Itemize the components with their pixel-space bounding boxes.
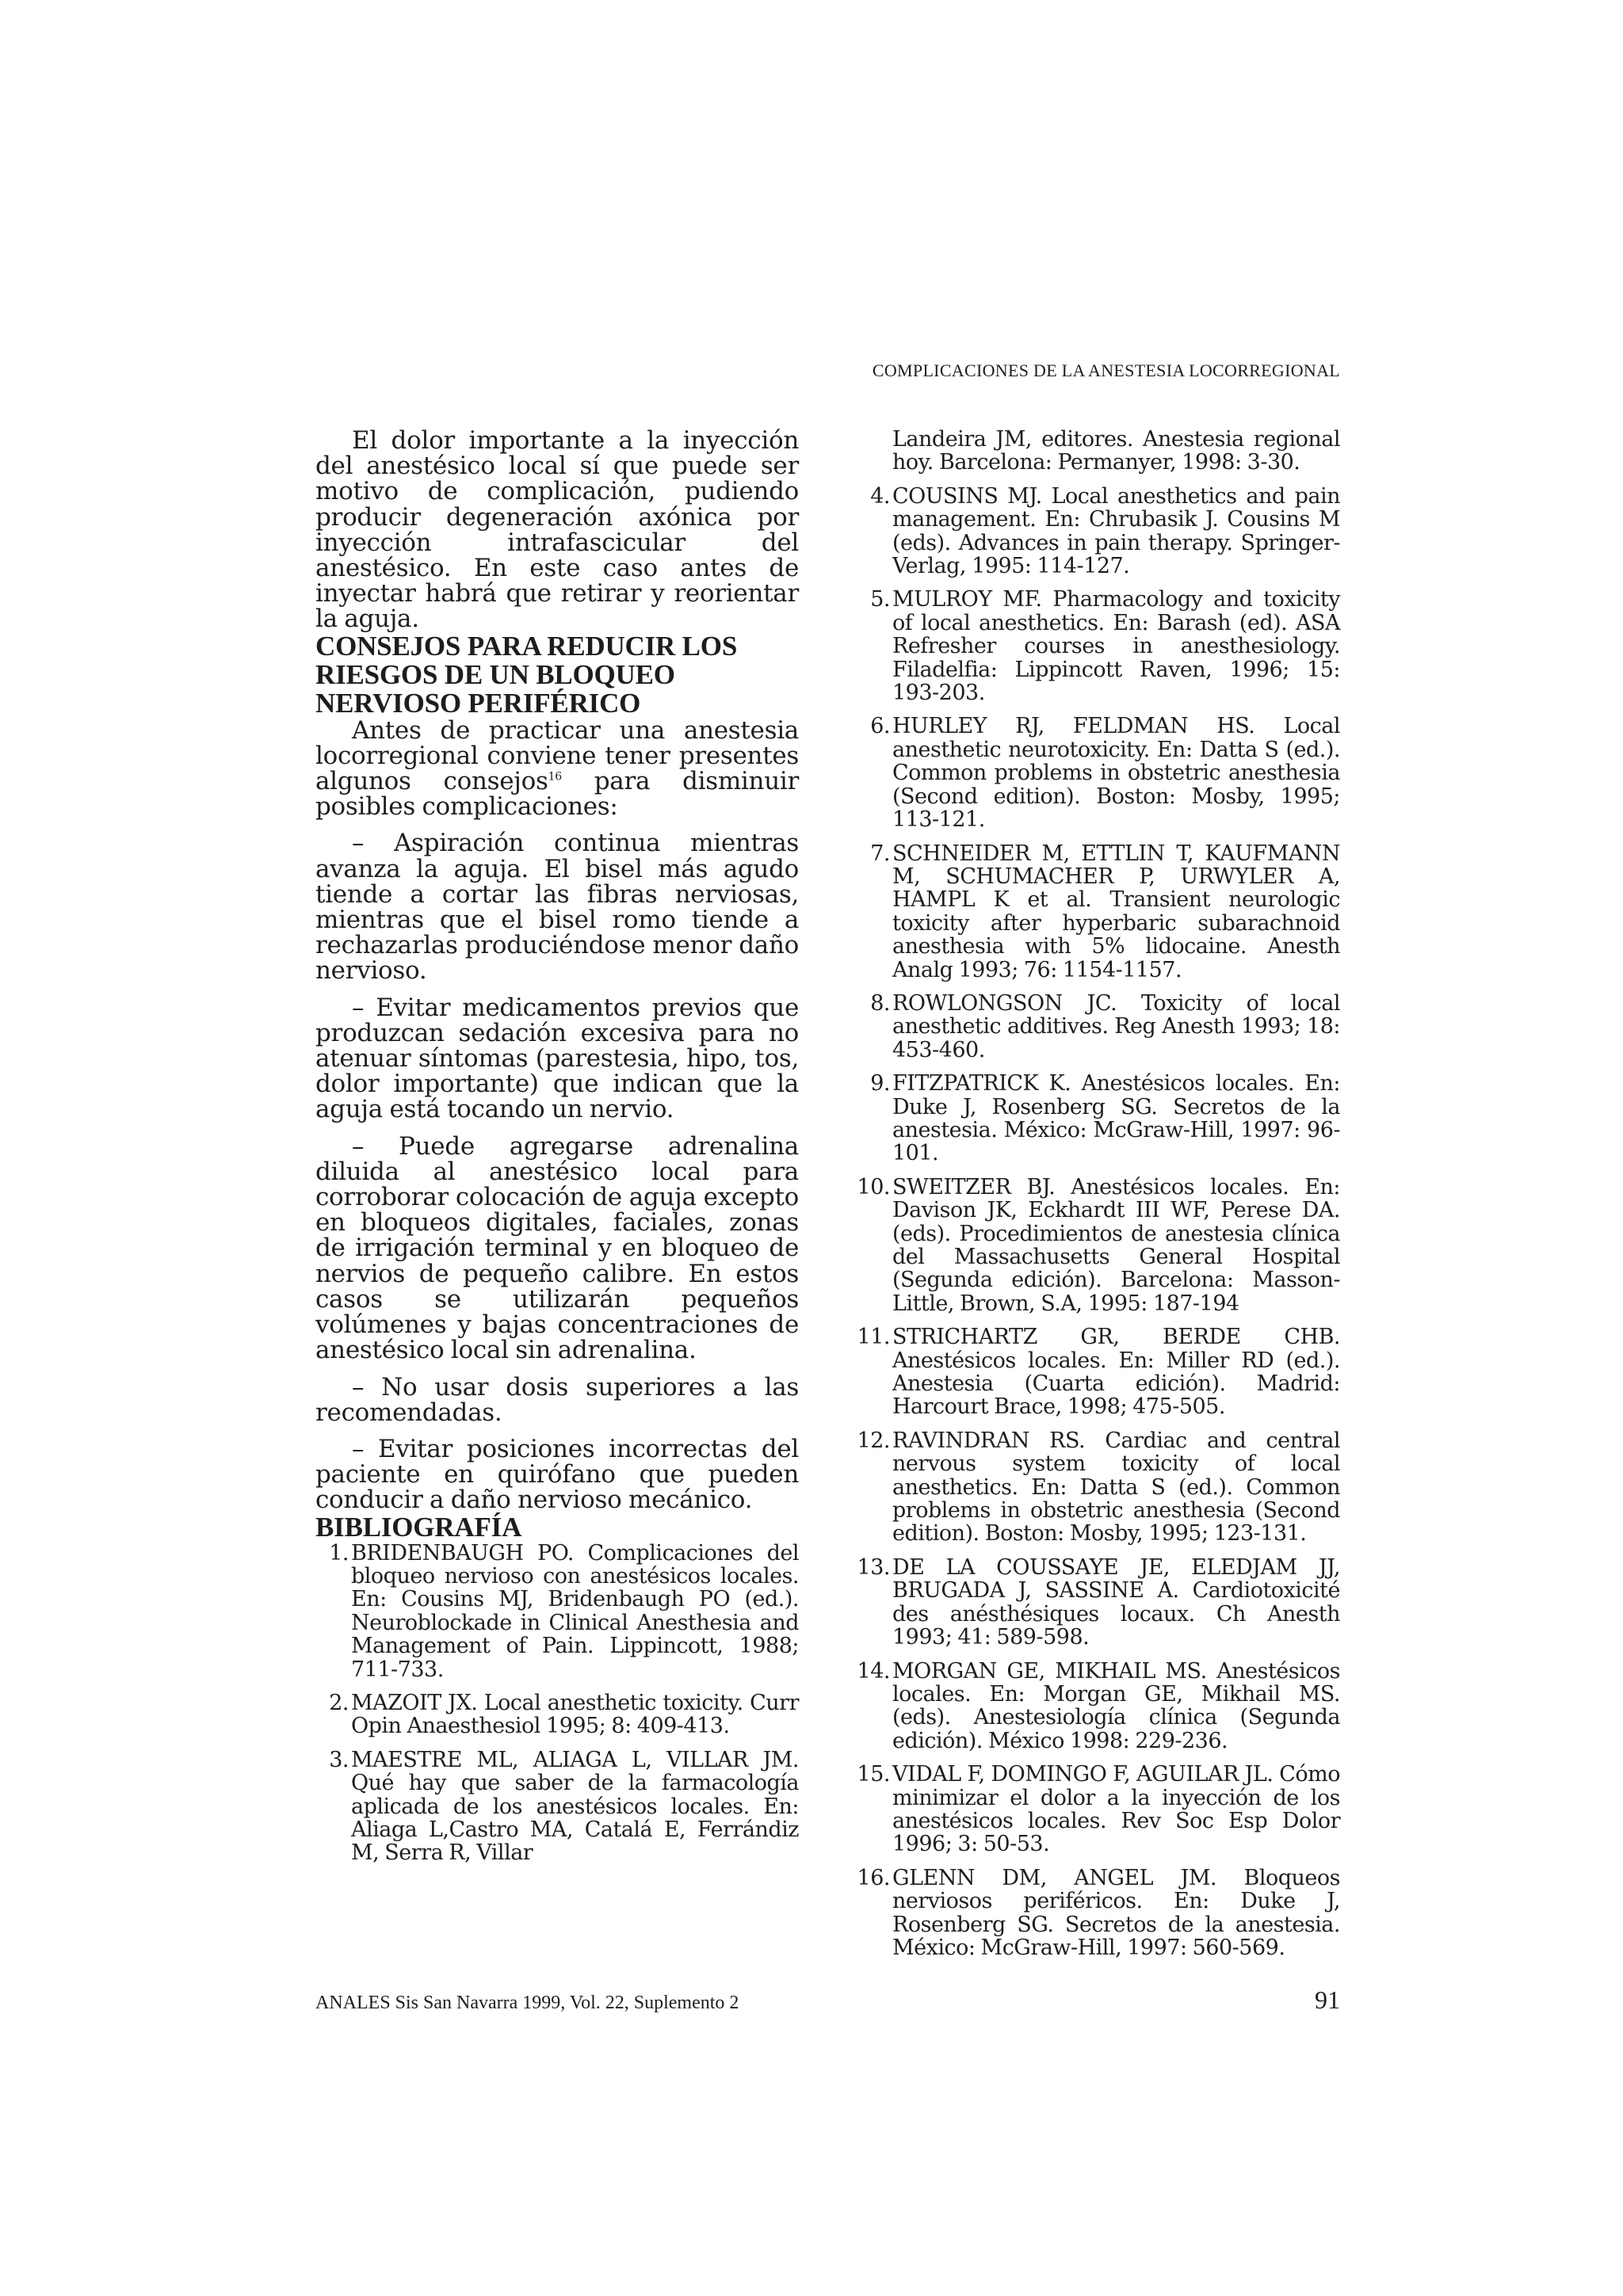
right-column — [857, 428, 1340, 1959]
reference-number: 3. — [329, 1747, 349, 1772]
reference-number: 7. — [870, 841, 890, 866]
reference-item — [857, 1429, 1340, 1546]
running-head: COMPLICACIONES DE LA ANESTESIA LOCORREGIONAL — [872, 360, 1340, 380]
reference-item — [315, 1542, 799, 1681]
page-number: 91 — [1315, 1985, 1340, 2014]
reference-text: VIDAL F, DOMINGO F, AGUILAR JL. Cómo minimizar el dolor a la inyección de los anestésicos locales. Rev Soc Esp Dolor 1996; 3: 50-53. — [892, 1762, 1340, 1857]
reference-number: 15. — [857, 1762, 890, 1787]
reference-number: 9. — [870, 1071, 890, 1097]
reference-text: COUSINS MJ. Local anesthetics and pain management. En: Chrubasik J. Cousins M (eds). Advances in pain therapy. Springer-Verlag, 1995: 114-127. — [892, 483, 1340, 579]
reference-text: MORGAN GE, MIKHAIL MS. Anestésicos locales. En: Morgan GE, Mikhail MS. (eds). Anestesiología clínica (Segunda edición). México 1998: 229-236. — [892, 1658, 1340, 1753]
reference-number: 14. — [857, 1658, 890, 1684]
reference-list-left — [315, 1542, 799, 1865]
reference-item — [857, 1325, 1340, 1419]
intro-paragraph: El dolor importante a la inyección del anestésico local sí que puede ser motivo de complicación, pudiendo producir degeneración axónica por inyección intrafascicular del anestésico. En este caso antes de inyectar habrá que retirar y reorientar la aguja. — [315, 426, 799, 634]
reference-item — [857, 1176, 1340, 1315]
reference-text: MAESTRE ML, ALIAGA L, VILLAR JM. Qué hay que saber de la farmacología aplicada de los anestésicos locales. En: Aliaga L,Castro MA, Catalá E, Ferrándiz M, Serra R, Villar — [351, 1747, 799, 1866]
reference-item — [857, 1763, 1340, 1856]
reference-item — [315, 1691, 799, 1738]
consejos-intro-text-end: para disminuir posibles complicaciones: — [315, 767, 799, 822]
reference-text: HURLEY RJ, FELDMAN HS. Local anesthetic neurotoxicity. En: Datta S (ed.). Common problems in obstetric anesthesia (Second edition). Boston: Mosby, 1995; 113-121. — [892, 714, 1340, 833]
left-column — [315, 428, 799, 1865]
reference-item — [857, 588, 1340, 704]
reference-item — [857, 992, 1340, 1062]
reference-text: RAVINDRAN RS. Cardiac and central nervous system toxicity of local anesthetics. En: Datta S (ed.). Common problems in obstetric anesthesia (Second edition). Boston: Mosby, 1995; 123-131. — [892, 1428, 1340, 1547]
reference-number: 4. — [870, 483, 890, 509]
reference-number: 6. — [870, 714, 890, 739]
reference-text: ROWLONGSON JC. Toxicity of local anesthetic additives. Reg Anesth 1993; 18: 453-460. — [892, 990, 1340, 1062]
reference-text: DE LA COUSSAYE JE, ELEDJAM JJ, BRUGADA J, SASSINE A. Cardiotoxicité des anésthésiques locaux. Ch Anesth 1993; 41: 589-598. — [892, 1554, 1340, 1650]
reference-number: 8. — [870, 990, 890, 1016]
advice-item: – Aspiración continua mientras avanza la aguja. El bisel más agudo tiende a cortar las fibras nerviosas, mientras que el bisel romo tiende a rechazarlas produciéndose menor daño nervioso. — [315, 829, 799, 986]
reference-number: 11. — [857, 1325, 890, 1350]
reference-item — [857, 1556, 1340, 1650]
reference-number: 12. — [857, 1428, 890, 1453]
reference-number: 10. — [857, 1174, 890, 1199]
reference-continuation: Landeira JM, editores. Anestesia regional hoy. Barcelona: Permanyer, 1998: 3-30. — [892, 427, 1340, 475]
reference-item — [857, 715, 1340, 831]
reference-text: SCHNEIDER M, ETTLIN T, KAUFMANN M, SCHUMACHER P, URWYLER A, HAMPL K et al. Transient neurologic toxicity after hyperbaric subarachnoid anesthesia with 5% lidocaine. Anesth Analg 1993; 76: 1154-1157. — [892, 841, 1340, 982]
reference-item — [857, 1660, 1340, 1753]
citation-marker[interactable]: 16 — [548, 770, 562, 784]
reference-number: 1. — [329, 1540, 349, 1566]
reference-item — [857, 1867, 1340, 1960]
reference-text: STRICHARTZ GR, BERDE CHB. Anestésicos locales. En: Miller RD (ed.). Anestesia (Cuarta edición). Madrid: Harcourt Brace, 1998; 475-505. — [892, 1325, 1340, 1420]
advice-item: – Evitar medicamentos previos que produzcan sedación excesiva para no atenuar síntomas (parestesia, hipo, tos, dolor importante) que indican que la aguja está tocando un nervio. — [315, 993, 799, 1124]
advice-item: – No usar dosis superiores a las recomendadas. — [315, 1372, 799, 1427]
section-heading-bibliografia: BIBLIOGRAFÍA — [315, 1511, 522, 1543]
consejos-intro — [315, 715, 799, 822]
advice-item: – Evitar posiciones incorrectas del paciente en quirófano que pueden conducir a daño nervioso mecánico. — [315, 1434, 799, 1515]
reference-item — [857, 485, 1340, 578]
reference-number: 16. — [857, 1865, 890, 1890]
reference-item — [857, 1072, 1340, 1165]
reference-text: FITZPATRICK K. Anestésicos locales. En: Duke J, Rosenberg SG. Secretos de la anestesia. México: McGraw-Hill, 1997: 96-101. — [892, 1071, 1340, 1166]
reference-text: BRIDENBAUGH PO. Complicaciones del bloqueo nervioso con anestésicos locales. En: Cousins MJ, Bridenbaugh PO (ed.). Neuroblockade in Clinical Anesthesia and Management of Pain. Lippincott, 1988; 711-733. — [351, 1540, 799, 1682]
reference-text: GLENN DM, ANGEL JM. Bloqueos nerviosos periféricos. En: Duke J, Rosenberg SG. Secretos de la anestesia. México: McGraw-Hill, 1997: 560-569. — [892, 1865, 1340, 1960]
journal-footer: ANALES Sis San Navarra 1999, Vol. 22, Suplemento 2 — [315, 1993, 739, 2013]
consejos-intro-text: Antes de practicar una anestesia locorregional conviene tener presentes algunos consejos — [315, 715, 799, 796]
section-heading-consejos: CONSEJOS PARA REDUCIR LOS RIESGOS DE UN BLOQUEO NERVIOSO PERIFÉRICO — [315, 630, 738, 719]
reference-number: 13. — [857, 1554, 890, 1580]
reference-text: SWEITZER BJ. Anestésicos locales. En: Davison JK, Eckhardt III WF, Perese DA. (eds). Procedimientos de anestesia clínica del Massachusetts General Hospital (Segunda edición). Barcelona: Masson-Little, Brown, S.A, 1995: 187-194 — [892, 1174, 1340, 1316]
reference-text: MAZOIT JX. Local anesthetic toxicity. Curr Opin Anaesthesiol 1995; 8: 409-413. — [351, 1690, 799, 1739]
advice-item: – Puede agregarse adrenalina diluida al anestésico local para corroborar colocación de aguja excepto en bloqueos digitales, faciales, zonas de irrigación terminal y en bloqueo de nervios de pequeño calibre. En estos casos se utilizarán pequeños volúmenes y bajas concentraciones de anestésico local sin adrenalina. — [315, 1131, 799, 1365]
reference-number: 2. — [329, 1690, 349, 1715]
reference-list-right — [857, 485, 1340, 1960]
reference-number: 5. — [870, 587, 890, 612]
reference-text: MULROY MF. Pharmacology and toxicity of local anesthetics. En: Barash (ed). ASA Refresher courses in anesthesiology. Filadelfia: Lippincott Raven, 1996; 15: 193-203. — [892, 587, 1340, 706]
reference-item — [857, 842, 1340, 982]
reference-item — [315, 1749, 799, 1865]
